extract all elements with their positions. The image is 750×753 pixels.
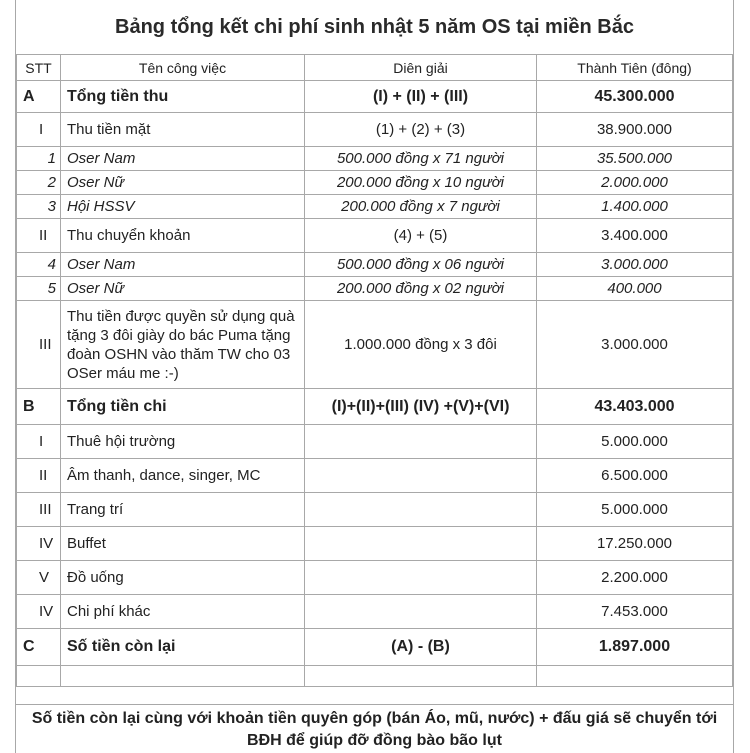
row-amount: 3.000.000 bbox=[537, 301, 733, 389]
row-description bbox=[305, 425, 537, 459]
row-stt: I bbox=[17, 113, 61, 147]
table-row bbox=[17, 629, 733, 666]
row-description bbox=[305, 493, 537, 527]
row-description: 500.000 đồng x 71 người bbox=[305, 147, 537, 171]
row-stt: III bbox=[17, 301, 61, 389]
row-stt: V bbox=[17, 561, 61, 595]
row-stt: 1 bbox=[17, 147, 61, 171]
row-task: Trang trí bbox=[61, 493, 305, 527]
row-description: 1.000.000 đồng x 3 đôi bbox=[305, 301, 537, 389]
row-stt: 5 bbox=[17, 277, 61, 301]
table-row bbox=[17, 195, 733, 219]
footer-note: Số tiền còn lại cùng với khoản tiền quyên góp (bán Áo, mũ, nước) + đấu giá sẽ chuyển tới BĐH để giúp đỡ đồng bào bão lụt bbox=[16, 704, 733, 753]
row-amount: 38.900.000 bbox=[537, 113, 733, 147]
row-stt: II bbox=[17, 219, 61, 253]
row-stt: I bbox=[17, 425, 61, 459]
row-amount: 17.250.000 bbox=[537, 527, 733, 561]
row-amount: 2.000.000 bbox=[537, 171, 733, 195]
row-stt: A bbox=[17, 81, 61, 113]
table-row bbox=[17, 459, 733, 493]
row-task: Oser Nữ bbox=[61, 277, 305, 301]
row-stt: III bbox=[17, 493, 61, 527]
row-task: Thu tiền được quyền sử dụng quà tặng 3 đôi giày do bác Puma tặng đoàn OSHN vào thăm TW cho 03 OSer máu me :-) bbox=[61, 301, 305, 389]
row-task: Tổng tiền thu bbox=[61, 81, 305, 113]
row-task bbox=[61, 666, 305, 687]
row-description bbox=[305, 666, 537, 687]
summary-sheet bbox=[15, 0, 734, 753]
row-description bbox=[305, 527, 537, 561]
row-task: Tổng tiền chi bbox=[61, 389, 305, 425]
row-amount: 35.500.000 bbox=[537, 147, 733, 171]
row-description: (I) + (II) + (III) bbox=[305, 81, 537, 113]
row-stt: 4 bbox=[17, 253, 61, 277]
row-description: (I)+(II)+(III) (IV) +(V)+(VI) bbox=[305, 389, 537, 425]
row-amount: 45.300.000 bbox=[537, 81, 733, 113]
table-header-row bbox=[17, 55, 733, 81]
row-task: Âm thanh, dance, singer, MC bbox=[61, 459, 305, 493]
row-description bbox=[305, 595, 537, 629]
row-description bbox=[305, 459, 537, 493]
row-amount: 1.897.000 bbox=[537, 629, 733, 666]
header-amount: Thành Tiên (đông) bbox=[537, 55, 733, 81]
row-description: (4) + (5) bbox=[305, 219, 537, 253]
row-task: Thu tiền mặt bbox=[61, 113, 305, 147]
row-task: Số tiền còn lại bbox=[61, 629, 305, 666]
row-stt: 2 bbox=[17, 171, 61, 195]
row-task: Hội HSSV bbox=[61, 195, 305, 219]
header-stt: STT bbox=[17, 55, 61, 81]
row-amount: 1.400.000 bbox=[537, 195, 733, 219]
row-task: Buffet bbox=[61, 527, 305, 561]
row-amount: 2.200.000 bbox=[537, 561, 733, 595]
row-amount: 3.400.000 bbox=[537, 219, 733, 253]
table-row bbox=[17, 595, 733, 629]
row-task: Oser Nam bbox=[61, 147, 305, 171]
row-description: 200.000 đồng x 02 người bbox=[305, 277, 537, 301]
row-task: Oser Nam bbox=[61, 253, 305, 277]
table-row bbox=[17, 171, 733, 195]
row-description bbox=[305, 561, 537, 595]
row-task: Thu chuyển khoản bbox=[61, 219, 305, 253]
table-row bbox=[17, 666, 733, 687]
row-description: (1) + (2) + (3) bbox=[305, 113, 537, 147]
table-row bbox=[17, 425, 733, 459]
table-row bbox=[17, 81, 733, 113]
table-row bbox=[17, 113, 733, 147]
table-row bbox=[17, 253, 733, 277]
table-row bbox=[17, 147, 733, 171]
row-task: Đồ uống bbox=[61, 561, 305, 595]
table-row bbox=[17, 493, 733, 527]
row-stt bbox=[17, 666, 61, 687]
row-amount bbox=[537, 666, 733, 687]
table-row bbox=[17, 527, 733, 561]
table-row bbox=[17, 389, 733, 425]
row-amount: 5.000.000 bbox=[537, 493, 733, 527]
row-task: Thuê hội trường bbox=[61, 425, 305, 459]
table-row bbox=[17, 301, 733, 389]
row-amount: 7.453.000 bbox=[537, 595, 733, 629]
row-description: 200.000 đồng x 10 người bbox=[305, 171, 537, 195]
table-row bbox=[17, 277, 733, 301]
header-description: Diên giải bbox=[305, 55, 537, 81]
row-description: 200.000 đồng x 7 người bbox=[305, 195, 537, 219]
row-amount: 43.403.000 bbox=[537, 389, 733, 425]
table-row bbox=[17, 561, 733, 595]
table-row bbox=[17, 219, 733, 253]
header-task: Tên công việc bbox=[61, 55, 305, 81]
row-stt: IV bbox=[17, 595, 61, 629]
row-stt: B bbox=[17, 389, 61, 425]
page-title: Bảng tổng kết chi phí sinh nhật 5 năm OS tại miền Bắc bbox=[115, 15, 634, 38]
row-description: (A) - (B) bbox=[305, 629, 537, 666]
cost-table bbox=[16, 54, 733, 687]
row-stt: II bbox=[17, 459, 61, 493]
row-stt: C bbox=[17, 629, 61, 666]
row-amount: 3.000.000 bbox=[537, 253, 733, 277]
row-amount: 5.000.000 bbox=[537, 425, 733, 459]
row-task: Oser Nữ bbox=[61, 171, 305, 195]
row-stt: IV bbox=[17, 527, 61, 561]
row-task: Chi phí khác bbox=[61, 595, 305, 629]
row-amount: 6.500.000 bbox=[537, 459, 733, 493]
row-amount: 400.000 bbox=[537, 277, 733, 301]
row-description: 500.000 đồng x 06 người bbox=[305, 253, 537, 277]
row-stt: 3 bbox=[17, 195, 61, 219]
